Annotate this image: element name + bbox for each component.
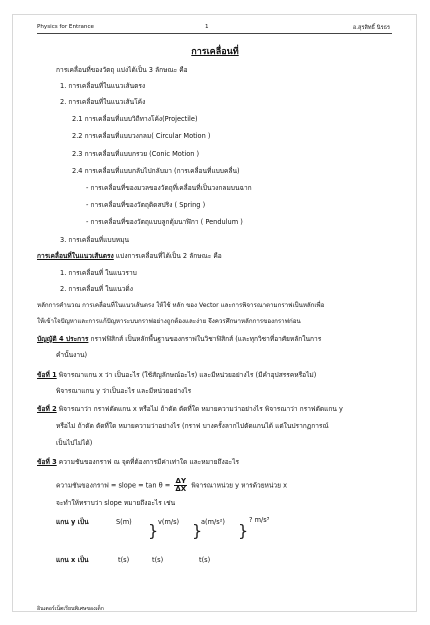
x-value: t(s) [199,556,211,564]
y-value: S(m) [116,518,132,526]
slope-prefix: ความชันของกราฟ = slope = tan θ = [56,481,171,490]
example-item: - การเคลื่อนที่ของวัตถุติดสปริง ( Spring ) [86,201,206,209]
list-item: 3. การเคลื่อนที่แบบหมุน [60,236,129,244]
rule-2-line: หรือไม่ ถ้าตัด ตัดที่ใด หมายความว่าอย่างไร (กราฟ บางครั้งลากไปตัดแกนได้ แต่ในปรากฏการณ์ [56,422,329,430]
rule-2 [37,406,343,413]
example-item: - การเคลื่อนที่ของมวลของวัตถุที่เคลื่อนที่เป็นวงกลมบนฉาก [86,184,252,192]
rule-1-line: พิจารณาแกน x ว่า เป็นอะไร (ใช้สัญลักษณ์อะไร) และมีหน่วยอย่างไร (มีคำอุปสรรคหรือไม่) [56,371,317,379]
sub-list-item: 2.4 การเคลื่อนที่แบบกลับไปกลับมา (การเคลื่อนที่แบบคลื่น) [72,167,240,175]
brace-3: } [238,521,249,540]
footer-text: อินเตอร์เน็ตเรียนพิเศษของเด็ก [37,606,104,612]
y-axis-label: แกน y เป็น [56,518,89,526]
x-value: t(s) [152,556,164,564]
intro-text: การเคลื่อนที่ของวัตถุ แบ่งได้เป็น 3 ลักษณะ คือ [56,66,188,74]
x-axis-label: แกน x เป็น [56,556,89,564]
rule-2-line: เป็นไปไม่ได้) [56,439,93,447]
rule-2-line: พิจารณาว่า กราฟตัดแกน x หรือไม่ ถ้าตัด ตัดที่ใด หมายความว่าอย่างไร พิจารณาว่า กราฟตัดแกน y [56,405,343,413]
header-page-number: 1 [205,24,209,30]
brace-1: } [148,521,159,540]
example-item: - การเคลื่อนที่ของวัตถุแบบลูกตุ้มนาฬิกา ( Pendulum ) [86,218,243,226]
linear-heading: การเคลื่อนที่ในแนวเส้นตรง [37,252,114,260]
sub-list-item: 2.1 การเคลื่อนที่แบบวิถีทางโค้ง(Projectile) [72,115,198,123]
rule-3 [37,459,239,466]
slope-denominator: ΔX [175,485,187,493]
header-subject: Physics for Entrance [37,24,94,30]
slope-formula [56,478,287,493]
rule-1 [37,372,316,379]
rule-1-label: ข้อที่ 1 [37,371,57,379]
list-item: 2. การเคลื่อนที่ ในแนวดิ่ง [60,285,133,293]
slope-suffix: พิจารณาหน่วย y หารด้วยหน่วย x [191,481,287,490]
rule-1-line: พิจารณาแกน y ว่าเป็นอะไร และมีหน่วยอย่างไร [56,387,192,395]
sub-list-item: 2.2 การเคลื่อนที่แบบวงกลม( Circular Motion ) [72,132,211,140]
header-author: อ.สุรสิทธิ์ นิรธร [352,25,390,31]
rule-3-line: ความชันของกราฟ ณ จุดที่ต้องการมีค่าเท่าใด และหมายถึงอะไร [56,458,240,466]
rule-label: บัญญัติ 4 ประการ [37,335,89,343]
list-item: 2. การเคลื่อนที่ในแนวเส้นโค้ง [60,98,146,106]
brace-2: } [192,521,203,540]
rule-text: กราฟฟิสิกส์ เป็นหลักพื้นฐานของกราฟในวิชาฟิสิกส์ (และทุกวิชาที่อาศัยหลักในการ [88,335,322,343]
rule-text-cont: คำนั้นงาน) [56,351,88,359]
list-item: 1. การเคลื่อนที่ ในแนวราบ [60,269,137,277]
y-value: v(m/s) [158,518,180,526]
list-item: 1. การเคลื่อนที่ในแนวเส้นตรง [60,82,146,90]
linear-section-heading [37,253,222,260]
y-value: a(m/s²) [201,518,225,526]
page-title: การเคลื่อนที่ [191,47,239,57]
rule-heading [37,336,321,343]
paragraph-line: หลักการคำนวณ การเคลื่อนที่ในแนวเส้นตรง ให้ใช้ หลัก ของ Vector และการพิจารณาตามกราฟเป็นหลักเพื่อ [37,302,325,309]
rule-2-label: ข้อที่ 2 [37,405,57,413]
sub-list-item: 2.3 การเคลื่อนที่แบบกรวย (Conic Motion ) [72,150,200,158]
y-value: ? m/s³ [249,516,270,524]
slope-numerator: ΔY [175,477,187,485]
linear-heading-rest: แบ่งการเคลื่อนที่ได้เป็น 2 ลักษณะ คือ [113,252,222,260]
paragraph-line: ให้เข้าใจปัญหาและการแก้ปัญหาระบบกราฟอย่างถูกต้องและง่าย จึงควรศึกษาหลักการของกราฟก่อน [37,318,301,325]
slope-note: จะทำให้ทราบว่า slope หมายถึงอะไร เช่น [56,499,176,507]
x-value: t(s) [118,556,130,564]
header-divider [37,33,392,34]
rule-3-label: ข้อที่ 3 [37,458,57,466]
slope-fraction [174,478,187,493]
